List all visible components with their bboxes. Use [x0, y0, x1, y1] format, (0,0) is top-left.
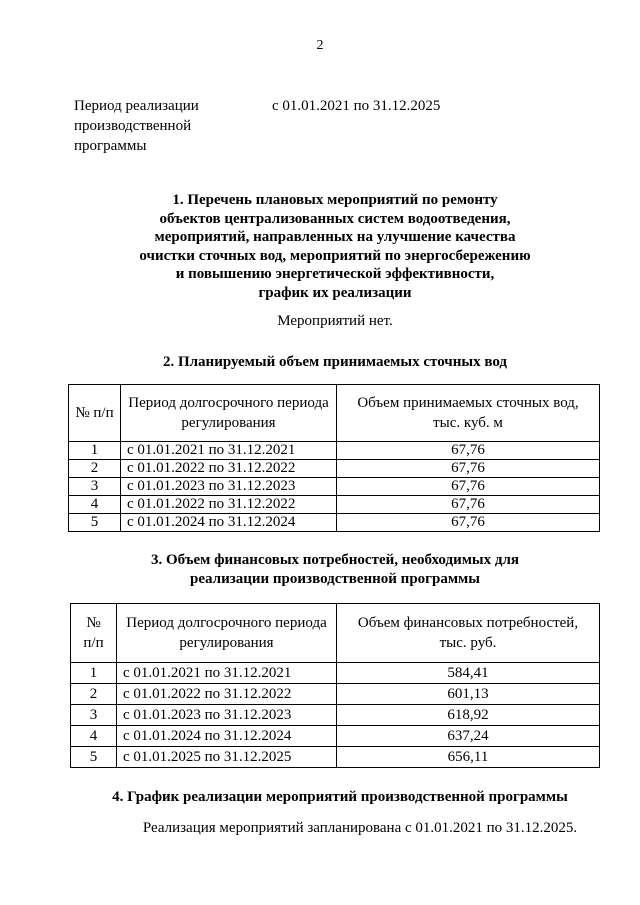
row-value: 637,24 [337, 726, 600, 747]
row-num: 2 [69, 460, 121, 478]
column-header-period [117, 604, 337, 663]
table-row [71, 663, 600, 684]
row-num: 1 [71, 663, 117, 684]
row-value: 67,76 [337, 460, 600, 478]
section1-title-line: и повышению энергетической эффективности, [175, 266, 495, 282]
row-num: 1 [69, 442, 121, 460]
header-line: Объем принимаемых сточных вод, [357, 395, 579, 411]
row-num: 5 [69, 514, 121, 532]
row-value: 67,76 [337, 442, 600, 460]
header-line: регулирования [179, 635, 274, 651]
section3-title [60, 551, 610, 588]
table-row [69, 442, 600, 460]
row-period: с 01.01.2025 по 31.12.2025 [117, 747, 337, 768]
table-header-row [69, 385, 600, 442]
header-line: Период долгосрочного периода [128, 395, 329, 411]
column-header-num: № п/п [69, 385, 121, 442]
section1-title-line: мероприятий, направленных на улучшение качества [154, 229, 516, 245]
section1-title-line: объектов централизованных систем водоотведения, [159, 210, 511, 227]
row-period: с 01.01.2021 по 31.12.2021 [121, 442, 337, 460]
table-row [71, 726, 600, 747]
row-period: с 01.01.2022 по 31.12.2022 [121, 496, 337, 514]
column-header-period [121, 385, 337, 442]
section4-title: 4. График реализации мероприятий производственной программы [112, 789, 568, 805]
column-header-num [71, 604, 117, 663]
row-value: 67,76 [337, 514, 600, 532]
section1-title-line: 1. Перечень плановых мероприятий по ремонту [172, 192, 498, 208]
header-line: № [86, 615, 101, 631]
period-label-line: программы [74, 138, 147, 154]
row-num: 3 [71, 705, 117, 726]
table-row [69, 460, 600, 478]
row-value: 67,76 [337, 496, 600, 514]
row-period: с 01.01.2023 по 31.12.2023 [121, 478, 337, 496]
row-period: с 01.01.2022 по 31.12.2022 [117, 684, 337, 705]
section2-title: 2. Планируемый объем принимаемых сточных вод [162, 354, 508, 370]
row-num: 3 [69, 478, 121, 496]
row-value: 601,13 [337, 684, 600, 705]
column-header-volume [337, 385, 600, 442]
table-row [69, 478, 600, 496]
header-line: Объем финансовых потребностей, [357, 615, 579, 631]
financial-needs-table [70, 603, 600, 768]
page-number: 2 [316, 38, 324, 53]
section1-text: Мероприятий нет. [277, 313, 393, 329]
row-value: 67,76 [337, 478, 600, 496]
section1-title-line: график их реализации [258, 284, 412, 301]
table-row [69, 496, 600, 514]
row-period: с 01.01.2024 по 31.12.2024 [121, 514, 337, 532]
row-value: 584,41 [337, 663, 600, 684]
header-line: п/п [83, 635, 104, 651]
header-line: Период долгосрочного периода [126, 615, 327, 631]
section3-title-line: 3. Объем финансовых потребностей, необходимых для [150, 552, 520, 568]
section3-title-line: реализации производственной программы [190, 570, 480, 587]
column-header-finance [337, 604, 600, 663]
section4-text: Реализация мероприятий запланирована с 01.01.2021 по 31.12.2025. [142, 820, 578, 836]
row-value: 656,11 [337, 747, 600, 768]
table-row [71, 705, 600, 726]
row-period: с 01.01.2023 по 31.12.2023 [117, 705, 337, 726]
row-period: с 01.01.2024 по 31.12.2024 [117, 726, 337, 747]
header-line: регулирования [181, 415, 276, 431]
table-row [69, 514, 600, 532]
table-row [71, 747, 600, 768]
row-value: 618,92 [337, 705, 600, 726]
period-value: с 01.01.2021 по 31.12.2025 [272, 98, 441, 114]
period-label [74, 96, 224, 156]
wastewater-volume-table [68, 384, 600, 532]
section1-title [60, 191, 610, 302]
header-line: тыс. куб. м [433, 415, 503, 431]
row-num: 4 [71, 726, 117, 747]
row-num: 2 [71, 684, 117, 705]
period-label-line: производственной [74, 118, 192, 134]
row-num: 5 [71, 747, 117, 768]
row-period: с 01.01.2021 по 31.12.2021 [117, 663, 337, 684]
period-label-line: Период реализации [74, 98, 199, 114]
table-row [71, 684, 600, 705]
row-num: 4 [69, 496, 121, 514]
header-line: тыс. руб. [439, 635, 497, 651]
section1-title-line: очистки сточных вод, мероприятий по энергосбережению [139, 247, 531, 264]
row-period: с 01.01.2022 по 31.12.2022 [121, 460, 337, 478]
table-header-row [71, 604, 600, 663]
